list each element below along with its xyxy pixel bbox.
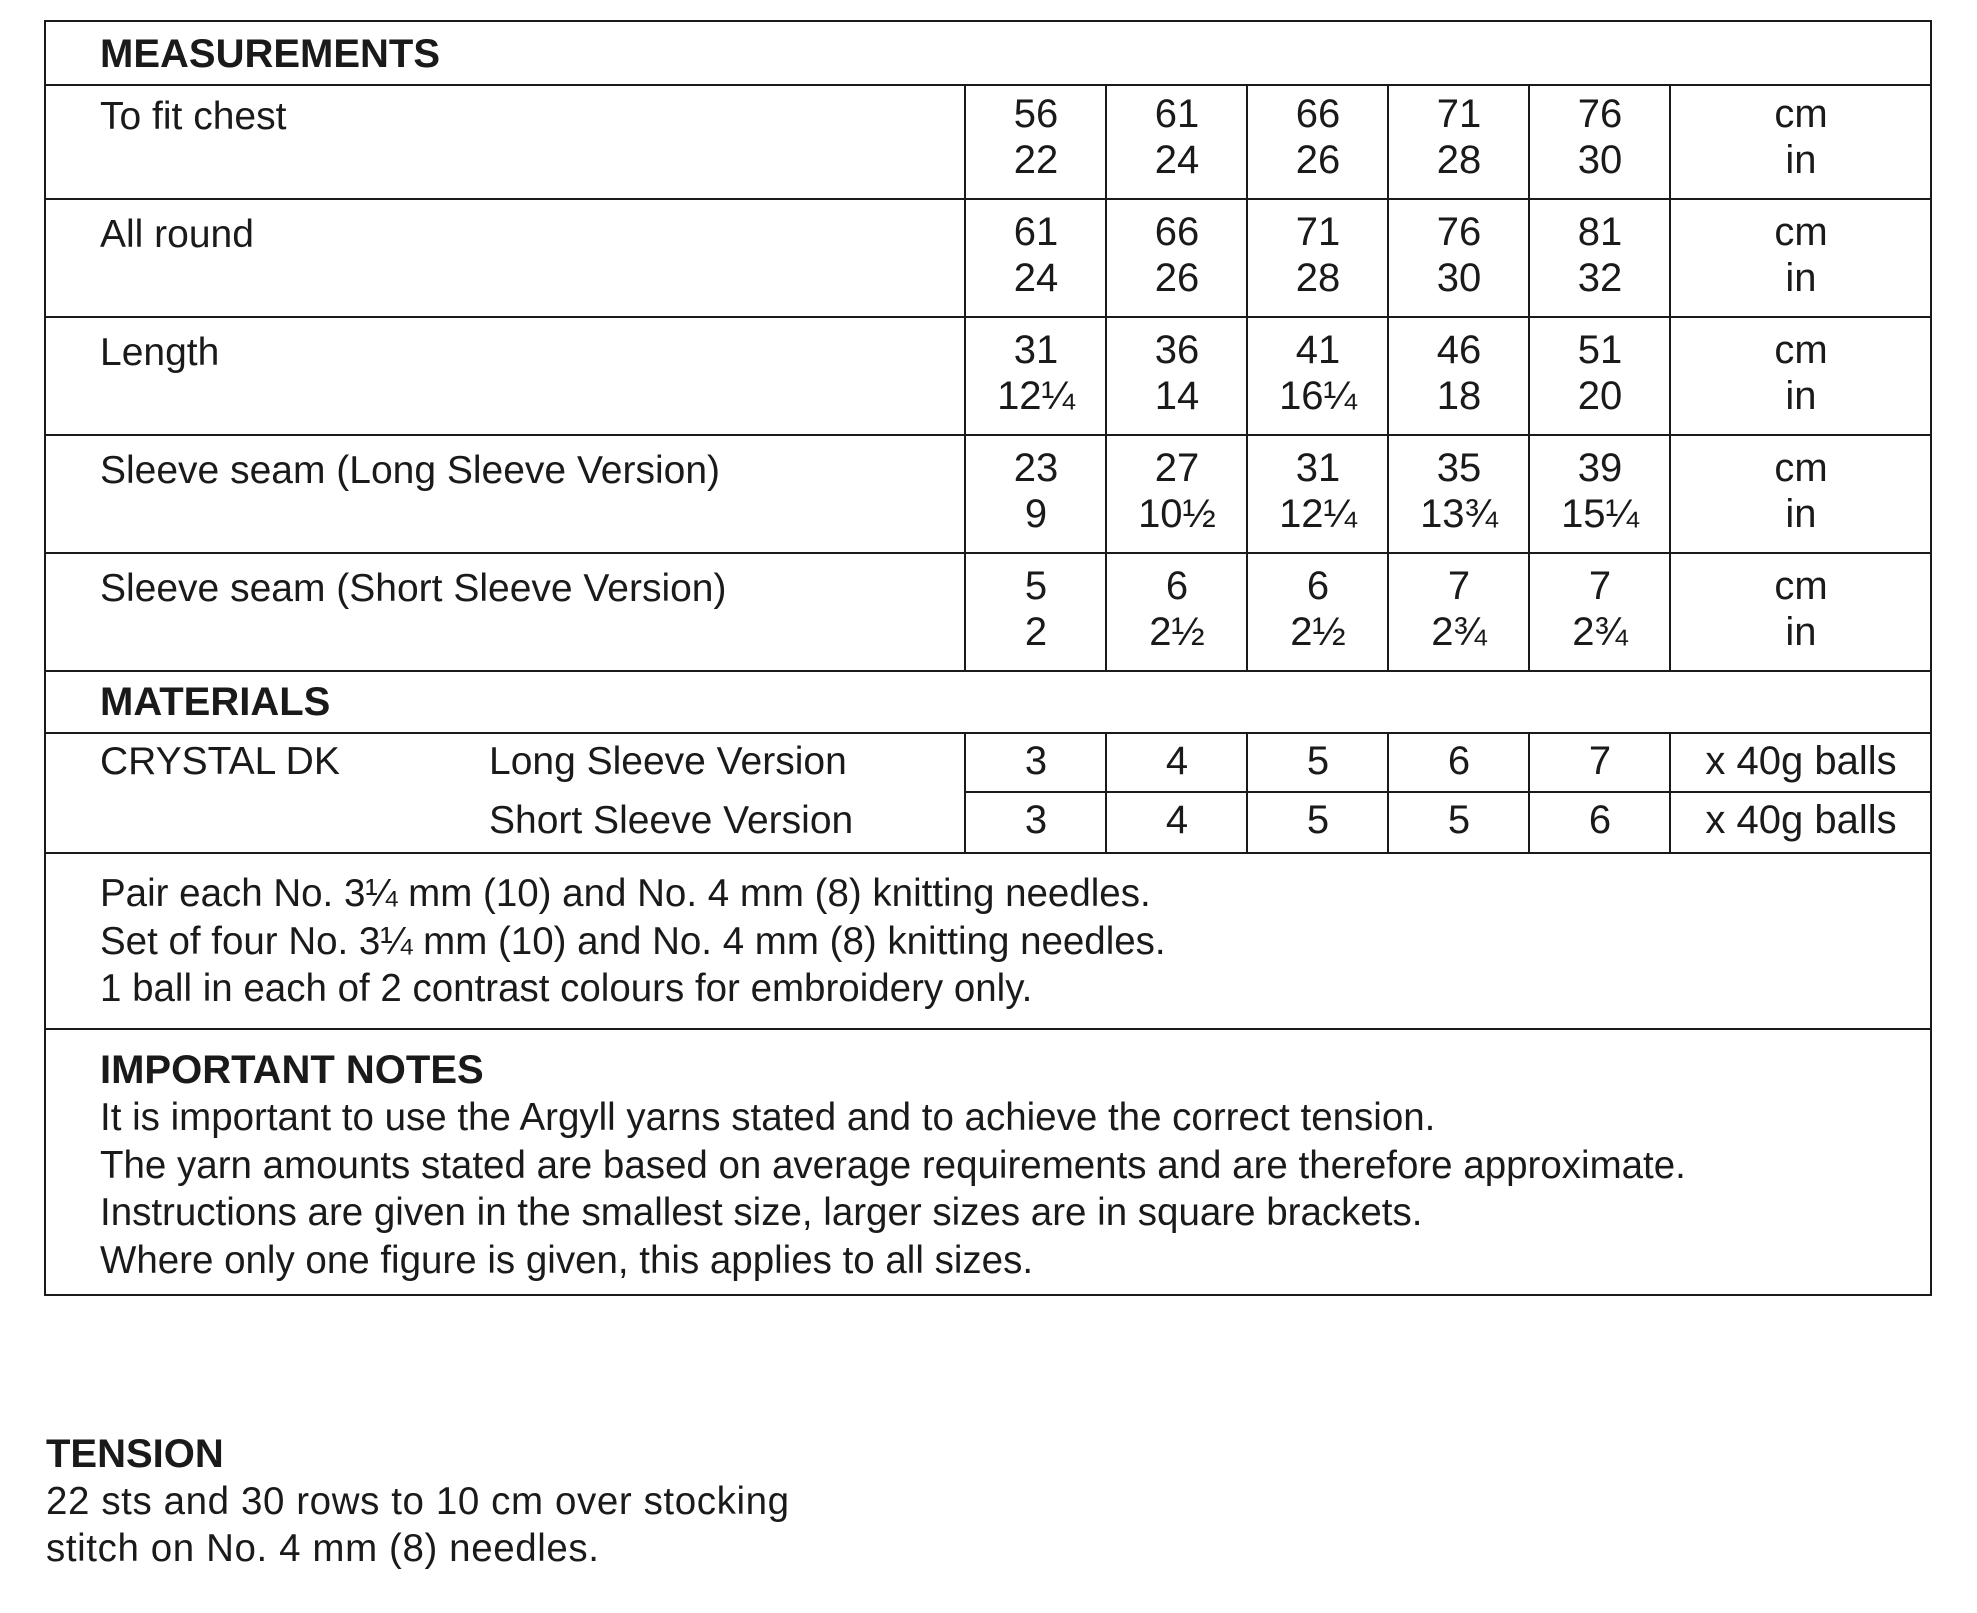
- chest-size-1: 56 22: [1013, 92, 1059, 182]
- row-label-chest: To fit chest: [100, 95, 287, 138]
- sleeve-short-units: cm in: [1774, 564, 1828, 654]
- divider: [46, 434, 1930, 436]
- chest-size-4: 71 28: [1436, 92, 1482, 182]
- length-size-4: 46 18: [1436, 328, 1482, 418]
- tension-line: 22 sts and 30 rows to 10 cm over stocking: [46, 1480, 790, 1523]
- note-line: Instructions are given in the smallest size, larger sizes are in square brackets.: [100, 1191, 1423, 1234]
- sleeve-long-size-4: 35 13¾: [1420, 446, 1498, 536]
- materials-note-line: Set of four No. 3¼ mm (10) and No. 4 mm (8) knitting needles.: [100, 919, 1166, 963]
- materials-note-line: Pair each No. 3¼ mm (10) and No. 4 mm (8) knitting needles.: [100, 872, 1151, 915]
- yarn-name: CRYSTAL DK: [100, 740, 340, 783]
- long-balls-size-4: 6: [1447, 739, 1471, 783]
- divider: [46, 84, 1930, 86]
- divider: [964, 791, 1930, 793]
- long-balls-size-1: 3: [1024, 739, 1048, 783]
- tension-section: [46, 1430, 790, 1572]
- important-notes-text: [100, 1094, 1686, 1284]
- divider: [46, 732, 1930, 734]
- long-sleeve-version-label: Long Sleeve Version: [489, 740, 847, 783]
- chest-size-3: 66 26: [1295, 92, 1341, 182]
- sleeve-long-size-1: 23 9: [1013, 446, 1059, 536]
- pattern-info-table: [44, 20, 1932, 1296]
- all-round-size-5: 81 32: [1577, 210, 1623, 300]
- divider: [46, 852, 1930, 854]
- short-balls-size-3: 5: [1306, 798, 1330, 842]
- sleeve-short-size-4: 7 2¾: [1431, 564, 1487, 654]
- row-label-sleeve-short: Sleeve seam (Short Sleeve Version): [100, 567, 727, 610]
- materials-notes: [100, 870, 1166, 1013]
- chest-size-5: 76 30: [1577, 92, 1623, 182]
- short-balls-size-2: 4: [1165, 798, 1189, 842]
- important-notes-heading: IMPORTANT NOTES: [100, 1048, 484, 1092]
- divider: [46, 316, 1930, 318]
- short-sleeve-version-label: Short Sleeve Version: [489, 799, 854, 842]
- short-balls-size-1: 3: [1024, 798, 1048, 842]
- note-line: It is important to use the Argyll yarns stated and to achieve the correct tension.: [100, 1096, 1436, 1139]
- materials-note-line: 1 ball in each of 2 contrast colours for embroidery only.: [100, 967, 1033, 1010]
- note-line: Where only one figure is given, this applies to all sizes.: [100, 1238, 1034, 1282]
- all-round-size-3: 71 28: [1295, 210, 1341, 300]
- sleeve-short-size-5: 7 2¾: [1572, 564, 1628, 654]
- sleeve-long-units: cm in: [1774, 446, 1828, 536]
- sleeve-long-size-3: 31 12¼: [1279, 446, 1357, 536]
- long-balls-unit: x 40g balls: [1705, 739, 1897, 783]
- all-round-units: cm in: [1774, 210, 1828, 300]
- long-balls-size-3: 5: [1306, 739, 1330, 783]
- length-size-5: 51 20: [1577, 328, 1623, 418]
- all-round-size-1: 61 24: [1013, 210, 1059, 300]
- length-units: cm in: [1774, 328, 1828, 418]
- measurements-heading: MEASUREMENTS: [100, 32, 441, 76]
- row-label-all-round: All round: [100, 213, 254, 256]
- short-balls-unit: x 40g balls: [1705, 798, 1897, 842]
- long-balls-size-5: 7: [1588, 739, 1612, 783]
- divider: [46, 198, 1930, 200]
- length-size-3: 41 16¼: [1279, 328, 1357, 418]
- short-balls-size-5: 6: [1588, 798, 1612, 842]
- long-balls-size-2: 4: [1165, 739, 1189, 783]
- length-size-2: 36 14: [1154, 328, 1200, 418]
- sleeve-long-size-5: 39 15¼: [1561, 446, 1639, 536]
- tension-heading: TENSION: [46, 1432, 224, 1476]
- divider: [46, 670, 1930, 672]
- all-round-size-2: 66 26: [1154, 210, 1200, 300]
- length-size-1: 31 12¼: [997, 328, 1075, 418]
- sleeve-long-size-2: 27 10½: [1138, 446, 1216, 536]
- row-label-sleeve-long: Sleeve seam (Long Sleeve Version): [100, 449, 721, 492]
- short-balls-size-4: 5: [1447, 798, 1471, 842]
- materials-heading: MATERIALS: [100, 680, 331, 724]
- sleeve-short-size-3: 6 2½: [1290, 564, 1346, 654]
- row-label-length: Length: [100, 331, 220, 374]
- divider: [46, 552, 1930, 554]
- tension-line: stitch on No. 4 mm (8) needles.: [46, 1527, 600, 1570]
- chest-units: cm in: [1774, 92, 1828, 182]
- chest-size-2: 61 24: [1154, 92, 1200, 182]
- note-line: The yarn amounts stated are based on average requirements and are therefore approximate.: [100, 1143, 1686, 1187]
- sleeve-short-size-2: 6 2½: [1149, 564, 1205, 654]
- divider: [46, 1028, 1930, 1030]
- all-round-size-4: 76 30: [1436, 210, 1482, 300]
- sleeve-short-size-1: 5 2: [1024, 564, 1048, 654]
